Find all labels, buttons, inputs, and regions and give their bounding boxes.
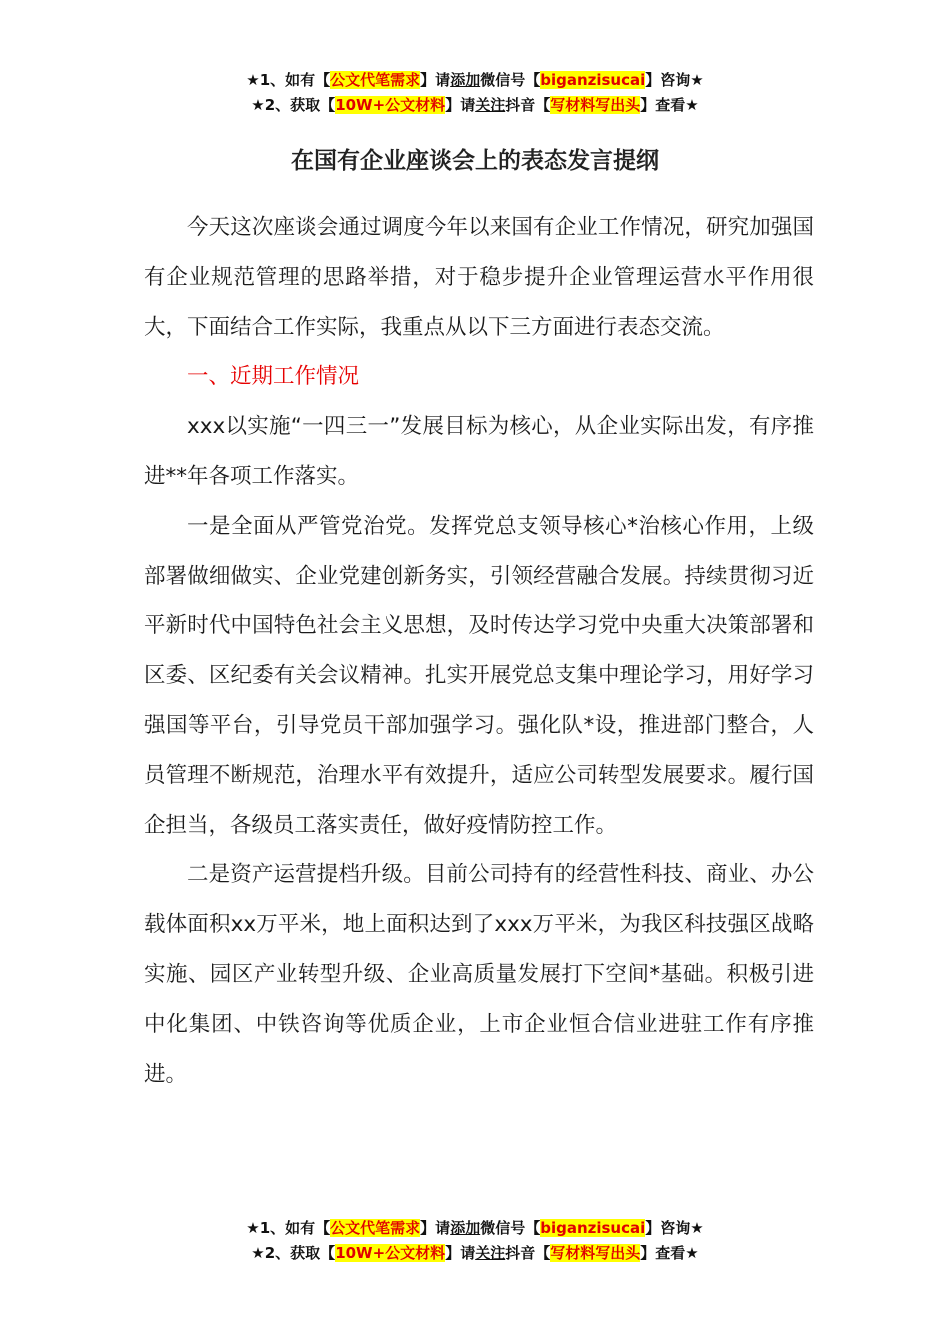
document-body xyxy=(144,203,814,1099)
paragraph-intro: 今天这次座谈会通过调度今年以来国有企业工作情况，研究加强国有企业规范管理的思路举措，对于稳步提升企业管理运营水平作用很大，下面结合工作实际，我重点从以下三方面进行表态交流。 xyxy=(144,215,814,340)
banner-douyin-id: 写材料写出头 xyxy=(550,96,641,114)
top-banner xyxy=(0,68,950,118)
banner-line-1: ★1、如有【公文代笔需求】请添加微信号【biganzisucai】咨询★ xyxy=(246,1219,704,1237)
banner-line-2: ★2、获取【10W+公文材料】请关注抖音【写材料写出头】查看★ xyxy=(251,1244,699,1262)
document-title: 在国有企业座谈会上的表态发言提纲 xyxy=(291,148,659,174)
banner-highlight: 10W+公文材料 xyxy=(335,96,446,114)
banner-line-1: ★1、如有【公文代笔需求】请添加微信号【biganzisucai】咨询★ xyxy=(246,71,704,89)
banner-wechat-id: biganzisucai xyxy=(540,71,646,89)
paragraph-asset-operation: 二是资产运营提档升级。目前公司持有的经营性科技、商业、办公载体面积xx万平米，地上面积达到了xxx万平米，为我区科技强区战略实施、园区产业转型升级、企业高质量发展打下空间*基础。积极引进中化集团、中铁咨询等优质企业，上市企业恒合信业进驻工作有序推进。 xyxy=(144,862,814,1087)
paragraph-overview: xxx以实施“一四三一”发展目标为核心，从企业实际出发，有序推进**年各项工作落实。 xyxy=(144,414,814,489)
banner-underline: 关注 xyxy=(475,1244,506,1262)
paragraph-party-building: 一是全面从严管党治党。发挥党总支领导核心*治核心作用，上级部署做细做实、企业党建创新务实，引领经营融合发展。持续贯彻习近平新时代中国特色社会主义思想，及时传达学习党中央重大决策部署和区委、区纪委有关会议精神。扎实开展党总支集中理论学习，用好学习强国等平台，引导党员干部加强学习。强化队*设，推进部门整合，人员管理不断规范，治理水平有效提升，适应公司转型发展要求。履行国企担当，各级员工落实责任，做好疫情防控工作。 xyxy=(144,513,814,838)
banner-highlight: 10W+公文材料 xyxy=(335,1244,446,1262)
banner-wechat-id: biganzisucai xyxy=(540,1219,646,1237)
banner-douyin-id: 写材料写出头 xyxy=(550,1244,641,1262)
banner-highlight: 公文代笔需求 xyxy=(330,1219,421,1237)
section-heading: 一、近期工作情况 xyxy=(187,364,360,390)
bottom-banner xyxy=(0,1216,950,1266)
banner-line-2: ★2、获取【10W+公文材料】请关注抖音【写材料写出头】查看★ xyxy=(251,96,699,114)
banner-underline: 添加 xyxy=(450,71,481,89)
banner-highlight: 公文代笔需求 xyxy=(330,71,421,89)
banner-underline: 关注 xyxy=(475,96,506,114)
banner-underline: 添加 xyxy=(450,1219,481,1237)
